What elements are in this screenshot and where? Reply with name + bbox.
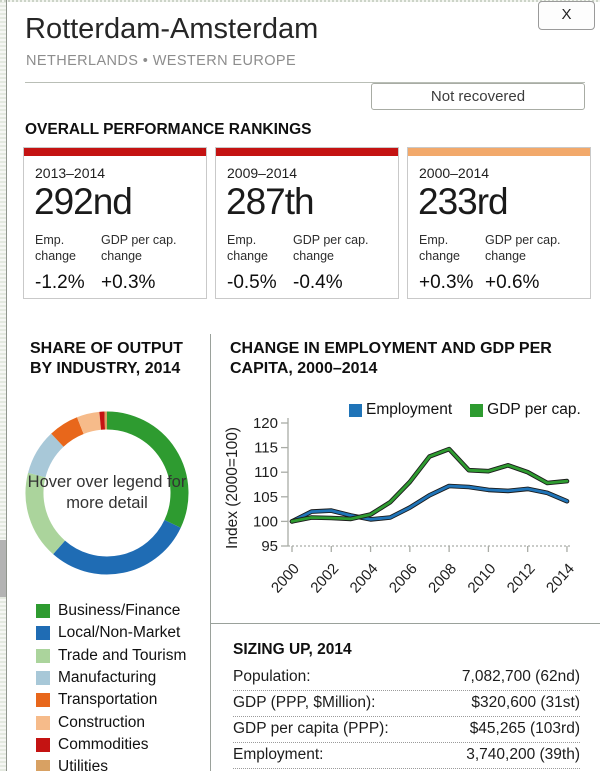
x-tick-label: 2010	[464, 560, 500, 597]
employment-metric	[419, 232, 485, 295]
legend-label: Utilities	[58, 758, 108, 771]
donut-slice-local-non-market[interactable]	[59, 524, 173, 566]
rank-metrics	[227, 232, 398, 295]
legend-swatch	[36, 716, 50, 730]
close-button[interactable]: X	[538, 1, 595, 30]
legend-label: Trade and Tourism	[58, 646, 187, 664]
x-tick-label: 2008	[425, 560, 461, 597]
sizing-value: $45,265 (103rd)	[469, 720, 580, 737]
legend-label-gdp-per-cap: GDP per cap.	[487, 401, 581, 418]
legend-label: Local/Non-Market	[58, 624, 181, 642]
legend-item-trade-and-tourism[interactable]	[36, 645, 186, 667]
y-tick-label: 95	[261, 538, 278, 555]
sizing-row-gdp-ppp-million	[233, 691, 580, 717]
rank-metrics	[35, 232, 206, 295]
employment-chart-heading: CHANGE IN EMPLOYMENT AND GDP PER CAPITA, 2000–2014	[230, 340, 552, 377]
ranking-card-2009-2014	[215, 147, 399, 299]
legend-item-manufacturing[interactable]	[36, 667, 186, 689]
industry-section-heading: SHARE OF OUTPUT BY INDUSTRY, 2014	[30, 340, 183, 377]
card-color-bar	[408, 148, 590, 156]
legend-swatch-employment	[349, 404, 362, 417]
legend-swatch-gdp-per-cap	[470, 404, 483, 417]
sizing-label: Population:	[233, 668, 311, 685]
sizing-label: GDP per capita (PPP):	[233, 720, 389, 737]
legend-label-employment: Employment	[366, 401, 453, 418]
legend-item-utilities[interactable]	[36, 756, 186, 771]
x-tick-label: 2004	[346, 560, 382, 597]
y-axis-title: Index (2000=100)	[224, 427, 241, 549]
rank-period: 2009–2014	[227, 165, 298, 181]
x-tick-label: 2000	[268, 560, 303, 597]
y-tick-label: 120	[252, 416, 278, 432]
metric-label: Emp. change	[35, 232, 77, 263]
metric-value: +0.3%	[101, 272, 156, 294]
employment-metric	[227, 232, 293, 295]
x-tick-label: 2006	[385, 560, 421, 597]
metric-value: -0.5%	[227, 272, 277, 294]
donut-center-hint: Hover over legend for more detail	[27, 473, 187, 512]
recovery-status-badge: Not recovered	[371, 83, 585, 110]
sizing-value: $320,600 (31st)	[471, 694, 580, 711]
donut-slice-transportation[interactable]	[57, 426, 80, 441]
page-title: Rotterdam-Amsterdam	[25, 13, 319, 45]
ranking-cards-row	[23, 147, 599, 299]
metric-label: GDP per cap. change	[485, 232, 561, 263]
x-tick-label: 2002	[307, 560, 343, 597]
y-tick-label: 110	[254, 464, 278, 482]
legend-label: Construction	[58, 713, 146, 731]
legend-swatch	[36, 738, 50, 752]
donut-slice-manufacturing[interactable]	[37, 440, 58, 475]
legend-item-commodities[interactable]	[36, 734, 186, 756]
metric-value: -0.4%	[293, 272, 343, 294]
rankings-section-heading: OVERALL PERFORMANCE RANKINGS	[25, 121, 312, 138]
sizing-row-gdp-per-capita-ppp	[233, 717, 580, 743]
x-tick-label: 2012	[503, 560, 539, 597]
legend-item-construction[interactable]	[36, 711, 186, 733]
employment-gdp-line-chart	[220, 416, 595, 606]
sizing-value: 3,740,200 (39th)	[466, 746, 580, 763]
metric-value: +0.3%	[419, 272, 474, 294]
rank-value: 233rd	[418, 181, 508, 222]
metric-label: GDP per cap. change	[101, 232, 177, 263]
gdp-metric	[101, 232, 201, 295]
employment-metric	[35, 232, 101, 295]
legend-swatch	[36, 693, 50, 707]
sizing-label: Employment:	[233, 746, 324, 763]
metric-value: +0.6%	[485, 272, 540, 294]
rank-value: 292nd	[34, 181, 132, 222]
legend-item-local-non-market[interactable]	[36, 622, 186, 644]
rank-metrics	[419, 232, 590, 295]
legend-swatch	[36, 760, 50, 771]
metric-label: GDP per cap. change	[293, 232, 369, 263]
sizing-row-employment	[233, 743, 580, 769]
industry-legend	[36, 600, 186, 771]
y-tick-label: 115	[254, 439, 278, 457]
sizing-section-divider	[211, 623, 600, 624]
legend-swatch	[36, 626, 50, 640]
gdp-metric	[485, 232, 585, 295]
y-tick-label: 100	[252, 513, 278, 531]
legend-label: Commodities	[58, 735, 149, 753]
rank-period: 2013–2014	[35, 165, 106, 181]
legend-label: Manufacturing	[58, 669, 157, 687]
card-color-bar	[216, 148, 398, 156]
ranking-card-2000-2014	[407, 147, 591, 299]
metric-label: Emp. change	[419, 232, 461, 263]
x-tick-label: 2014	[542, 560, 578, 597]
metric-label: Emp. change	[227, 232, 269, 263]
legend-label: Transportation	[58, 691, 158, 709]
gdp-metric	[293, 232, 393, 295]
legend-swatch	[36, 604, 50, 618]
legend-label: Business/Finance	[58, 602, 181, 620]
legend-item-transportation[interactable]	[36, 689, 186, 711]
column-divider	[210, 334, 211, 771]
legend-swatch	[36, 671, 50, 685]
y-tick-label: 105	[252, 488, 278, 506]
page-edge-texture-top	[0, 0, 600, 2]
sizing-label: GDP (PPP, $Million):	[233, 694, 376, 711]
ranking-card-2013-2014	[23, 147, 207, 299]
popup-left-border	[6, 0, 7, 771]
card-color-bar	[24, 148, 206, 156]
donut-slice-construction[interactable]	[80, 421, 100, 426]
sizing-table	[233, 665, 580, 769]
metric-value: -1.2%	[35, 272, 85, 294]
sizing-row-population	[233, 665, 580, 691]
legend-swatch	[36, 649, 50, 663]
rank-value: 287th	[226, 181, 314, 222]
sizing-value: 7,082,700 (62nd)	[461, 668, 580, 685]
rank-period: 2000–2014	[419, 165, 490, 181]
legend-item-business-finance[interactable]	[36, 600, 186, 622]
sizing-section-heading: SIZING UP, 2014	[233, 641, 352, 658]
page-subtitle: NETHERLANDS • WESTERN EUROPE	[26, 53, 297, 69]
